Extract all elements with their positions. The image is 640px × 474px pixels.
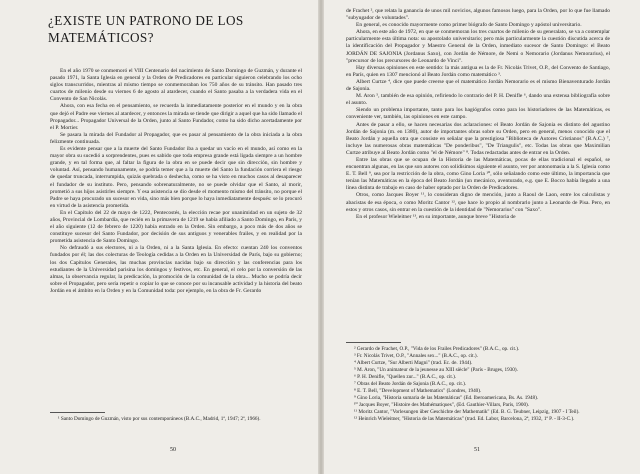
paragraph: Albert Curtze ⁴, dice que puede creerse que el matemático Jordán Nemorario es el mismo Bienaventurado Jordán de Sajonia. bbox=[346, 78, 610, 93]
paragraph: No defraudó a sus electores, ni a la Orden, ni a la Santa Iglesia. En efecto: cuentan 240 los conventos fundados por él; las dos colecturas de Teología cedidas a la Orden en la Universidad de París, bajo su gobierno; los dos Capítulos Generales, las muchas provincias nacidas bajo su dirección y las conferencias para los estudiantes de la Universidad parisina los domingos y festivos, etc. En general, el celo por la conversión de las almas, la observancia regular, la predicación, la promoción de la comunidad de la obra... Mucho se podría decir sobre el Propagador, pero sería repetir o copiar lo que se conoce por su incansable actividad y la historia del beato Jordán en el ámbito en la Orden y en la Comunidad toda: por ejemplo, en la obra de Fr. Gerardo bbox=[50, 245, 302, 294]
footnote: ¹⁰ Jacques Boyer, "Histoire des Mathématiques", (Ed. Gauthier-Villars, París, 1900). bbox=[354, 402, 530, 408]
right-page bbox=[324, 0, 640, 474]
paragraph: En el profesor Wieleitner ¹³, en su importante, aunque breve "Historia de bbox=[356, 213, 516, 220]
paragraph: Entre las obras que se ocupan de la Historia de las Matemáticas, pocas de ellas tradicional el español, se encuentran algunas, en las que son autores con solidísimos siguiente el asunto, ver por antonomasia a la S. Iglesia como E. T. Bell ⁹, sea por la restricción de la obra, como Gino Loria ¹⁰, sólo señalando como este último, la importancia que tenían las Matemáticas en la época del Beato Jordán (un mecánico, aventurado, e.g. que E. Bocco había llegado a una línea distinta de trabajo en caso de haber optado por la Orden de Predicadores. bbox=[346, 156, 610, 192]
page-number: 50 bbox=[170, 447, 176, 453]
right-footnotes bbox=[346, 346, 608, 446]
footnote: ⁶ P. H. Denifle, "Quellen zur..." (B.A.C., op. cit.). bbox=[354, 374, 457, 380]
footnote: ² Gerardo de Frachet, O.P., "Vida de los Frailes Predicadores" (B.A.C., op. cit.). bbox=[354, 346, 520, 352]
footnote: ¹¹ Moritz Cantor, "Vorlesungen über Geschichte der Mathematik" (Ed. B. G. Teubner, Leipzig, 1907 - I Teil). bbox=[354, 409, 580, 415]
paragraph: En el año 1970 se conmemoró el VIII Centenario del nacimiento de Santo Domingo de Guzmán, y durante el pasado 1971, la Santa Iglesia en general y la Orden de Predicadores en particular siguieron celebrando los ocho siglos transcurridos, mientras al mismo tiempo se conmemoraban los 750 años de su tránsito. Han pasado tres cuartos de milenio desde su viernes 6 de agosto al atardecer, cuando el Santo pasaba a la verdadera vida en el Convento de San Nicolás. bbox=[50, 68, 302, 103]
article-title: ¿EXISTE UN PATRONO DE LOS MATEMÁTICOS? bbox=[48, 13, 244, 45]
paragraph: En general, es conocido mayormente como primer biógrafo de Santo Domingo y apóstol universitario. bbox=[356, 22, 582, 29]
footnote: ⁸ E. T. Bell, "Development of Mathematics" (Londres, 1940). bbox=[354, 388, 482, 394]
paragraph: Ahora, en este año de 1972, en que se conmemoran los tres cuartos de milenio de su generalato, se va a contemplar particularmente esta última nota: su apostolado universitario; pero más particularmente la cuestión discutida acerca de la identificación del Propagador y Maestro General de la Orden, inmediato sucesor de Santo Domingo: el Beato JORDÁN DE SAJONIA (Jordanus Saxo), con Jordán de Némore, de Nemi o Nemorario (Jordanus Nemorarius), el "precursor de los precursores de Leonardo de Vinci". bbox=[346, 29, 610, 64]
footnote: ⁵ M. Aron, "Un animateur de la jeunesse au XIII siècle" (París - Bruges, 1930). bbox=[354, 367, 518, 373]
footnote-rule bbox=[50, 412, 105, 413]
left-page bbox=[0, 0, 318, 474]
page-number: 51 bbox=[474, 447, 480, 453]
footnote-rule bbox=[346, 342, 401, 343]
footnote: ³ Fr. Nicolás Trivet, O.P., "Annales sex..." (B.A.C., op. cit.). bbox=[354, 353, 478, 359]
footnote: ¹ Santo Domingo de Guzmán, visto por sus contemporáneos (B.A.C., Madrid, 1ª, 1947; 2ª, 1966). bbox=[58, 416, 261, 422]
paragraph: Hay diversas opiniones en este sentido: la más antigua es la de Fr. Nicolás Trivet, O.P., del Convento de Santiago, en París, quien en 1307 mencionó al Beato Jordán como matemático ³. bbox=[346, 64, 610, 78]
footnote: ¹² Heinrich Wieleitner, "Historia de las Matemáticas" (trad. Ed. Labor, Barcelona, 2ª, 1932, 1ª P. - II-3-C.). bbox=[354, 416, 575, 422]
right-body-text bbox=[346, 8, 610, 338]
footnote: ⁹ Gino Loria, "Historia sumaria de las Matemáticas" (Ed. Iberoamericana, Bs. As. 1948). bbox=[354, 395, 539, 401]
paragraph: Siendo un problema importante, tanto para los hagiógrafos como para los historiadores de las Matemáticas, es conveniente ver, también, las opiniones en este campo. bbox=[346, 107, 610, 121]
paragraph: de Frachet ², que relata la ganancia de unos mil novicios, algunos famosos luego, para la Orden, por lo que fue llamado "subyugador de voluntades". bbox=[346, 8, 610, 22]
paragraph: M. Aron ⁵, también de esa opinión, refiriendo lo contrario del P. H. Denifle ⁶, dando una extensa bibliografía sobre el asunto. bbox=[346, 93, 610, 107]
footnote: ⁷ Obras del Beato Jordán de Sajonia (B.A.C., op. cit.). bbox=[354, 381, 467, 387]
paragraph: Ahora, con esa fecha en el pensamiento, se recuerda la inmediatamente posterior en el mundo y en la obra que dejó el Padre ese viernes al atardecer, y entonces la mirada se tiende que dirigir a aquel que ha sido llamado el Propagador... Propagador Universal de la Orden, junto al Santo Fundador, como ha sido dicho acertadamente por el P. Mortier. bbox=[50, 103, 302, 131]
paragraph: Es evidente pensar que a la muerte del Santo Fundador iba a quedar un vacío en el mundo, así como en la mayor obra su sucedió a sorprendentes, pues es sabido que toda empresa grande está ligada siempre a un hombre grande, y en tal forma que, al faltar la figura de la obra en se puede decir que sin dirección, sin hombre y voluntad. Así, pensando humanamente, se podría temer que a la muerte del Santo la fundación corriera el riesgo de quedar truncada, interrumpida, quizás quebrada o deshecha, como se ha visto en muchos casos al desaparecer el fundador de su instituto. Pero, pensando sobrenaturalmente, no se puede olvidar que el Santo, al morir, prometió a sus hijos asistirles siempre. Y esa asistencia se dio desde el momento mismo del tránsito, no porque el Padre se haya procurado un sucesor en vida, sino más bien porque lo haya inmediatamente después: se lo procuró en virtud de la asistencia prometida. bbox=[50, 146, 302, 209]
left-footnotes bbox=[50, 416, 302, 423]
paragraph: En el Capítulo del 22 de mayo de 1222, Pentecostés, la elección recae por unanimidad en un sujeto de 32 años, Provincial de Lombardía, que recién en la primavera de 1219 se había afiliado a Santo Domingo, en París, y el año siguiente (12 de febrero de 1220) había entrado en la Orden. Sin embargo, a poco más de dos años se constituye sucesor del Santo Fundador, por decisión de sus antiguos y venerables frailes, y en realidad por la prometida asistencia de Santo Domingo. bbox=[50, 209, 302, 245]
paragraph: Antes de pasar a ello, se hacen necesarias dos aclaraciones: el Beato Jordán de Sajonia es distinto del agustino Jordán de Sajonia (m. en 1380), autor de importantes obras sobre su Orden, pero en general, menos conocido que el Beato Jordán y aquella otra que consiste en señalar que la prestigiosa "Biblioteca de Autores Cristianos" (B.A.C.) ⁷, incluye las numerosas obras matemáticas "De ponderibus", "De Triangulis", etc. Todas las obras que Maximilian Curtze atribuye al Beato Jordán como "el de Némore" ⁸. Todas redactadas antes de entrar en la Orden. bbox=[346, 121, 610, 156]
paragraph: Otros, como Jacques Boyer ¹¹, lo consideran digno de mención, junto a Raoul de Laon, entre los calculistas y abacistas de esa época, o como Moritz Cantor ¹², que hace lo propio al nombrarlo junto a Leonardo de Pisa. Pero, en estos y otros casos, sin entrar en la cuestión de la identidad de "Nemorarius" con "Saxo". bbox=[346, 192, 610, 213]
left-body-text bbox=[50, 68, 302, 404]
paragraph: Se pasara la mirada del Fundador al Propagador, que es pasar al pensamiento de la obra iniciada a la obra felizmente continuada. bbox=[50, 131, 302, 145]
footnote: ⁴ Albert Curtze, "Sur Alberti Magni" (trad. Ec. de. 1944). bbox=[354, 360, 473, 366]
